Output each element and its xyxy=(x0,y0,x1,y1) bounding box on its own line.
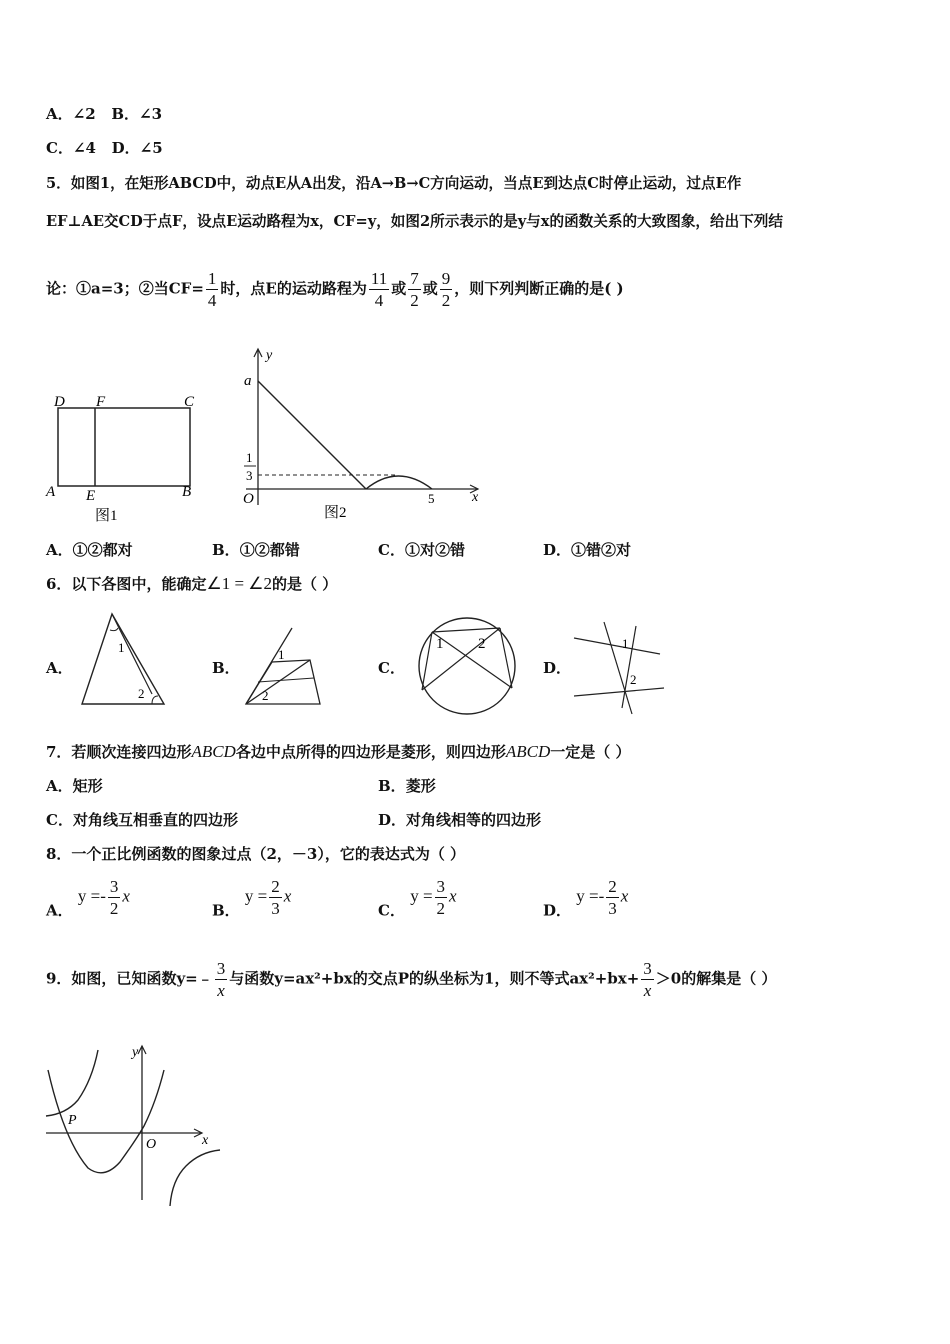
option-label: B． xyxy=(378,777,406,795)
option-label: D． xyxy=(543,541,572,559)
chord-2 xyxy=(422,628,500,690)
q7-option-c[interactable] xyxy=(46,809,238,830)
numerator: 2 xyxy=(608,877,617,896)
q7-option-a[interactable] xyxy=(46,775,103,796)
option-text: ①②都错 xyxy=(239,541,300,559)
option-text: ①②都对 xyxy=(72,541,133,559)
q5-stem-line3 xyxy=(46,270,624,309)
label-f: F xyxy=(96,394,106,410)
q5-option-b[interactable] xyxy=(212,539,300,560)
fraction-1-4 xyxy=(206,270,219,309)
q5-line3-c: ，则下列判断正确的是( ) xyxy=(454,279,624,298)
parallel-line xyxy=(258,678,314,682)
numerator: 2 xyxy=(271,877,280,896)
option-label: A． xyxy=(46,777,73,795)
hyperbola-lower-right xyxy=(170,1150,220,1206)
q8-stem: 8．一个正比例函数的图象过点（2，－3），它的表达式为（ ） xyxy=(46,845,466,863)
point-p-label: P xyxy=(68,1113,77,1128)
option-label: B． xyxy=(212,541,240,559)
chord-3 xyxy=(432,628,500,632)
axis-label-y: y xyxy=(132,1045,139,1060)
q6-stem xyxy=(46,573,337,594)
numerator: 11 xyxy=(370,269,388,288)
q6-angle-equation: ∠1 = ∠2 xyxy=(206,574,273,593)
q6-figure-d xyxy=(570,618,666,716)
denominator: 4 xyxy=(207,291,217,310)
option-label: A． xyxy=(46,901,73,920)
q6-figure-c xyxy=(412,610,524,722)
axis-label-x: x xyxy=(472,490,479,505)
q5-or-1: 或 xyxy=(391,279,407,298)
numerator: 7 xyxy=(410,269,419,288)
option-label: C． xyxy=(378,901,405,920)
angle-label-2: 2 xyxy=(478,636,486,652)
figure-caption-2: 图2 xyxy=(324,505,347,521)
angle-label-2: 2 xyxy=(262,688,269,703)
numerator: 3 xyxy=(109,877,119,896)
fraction-9-2 xyxy=(440,270,453,309)
origin-label: O xyxy=(243,491,254,507)
option-prefix: y =- xyxy=(77,886,106,906)
angle-label-1: 1 xyxy=(622,636,629,651)
q7-abcd-1: ABCD xyxy=(191,742,236,761)
numerator: 3 xyxy=(643,959,652,978)
angle-label-2: 2 xyxy=(630,672,637,687)
label-e: E xyxy=(86,488,96,504)
quadrilateral xyxy=(246,660,320,704)
denominator: 2 xyxy=(436,899,446,918)
angle-label-1: 1 xyxy=(118,640,125,655)
variable-x: x xyxy=(449,886,457,906)
fraction-11-4 xyxy=(369,270,389,309)
q8-option-d[interactable] xyxy=(543,878,628,921)
denominator: x xyxy=(641,979,654,999)
option-b-label: B． xyxy=(111,105,140,123)
q7-option-d[interactable] xyxy=(378,809,541,830)
fraction-3-x-2 xyxy=(641,960,654,999)
label-d: D xyxy=(54,394,65,410)
q5-line3-a: 论：①a=3；②当CF= xyxy=(46,279,204,298)
option-fraction xyxy=(435,878,448,917)
q7-abcd-2: ABCD xyxy=(505,742,551,761)
q7-stem-b: 各边中点所得的四边形是菱形，则四边形 xyxy=(235,743,506,761)
denominator: 2 xyxy=(410,291,419,310)
option-d-label: D． xyxy=(111,139,140,157)
axis-label-x: x xyxy=(202,1133,209,1148)
angle-label-1: 1 xyxy=(278,647,285,662)
hyperbola-upper-left xyxy=(46,1050,98,1116)
q7-stem-c: 一定是（ ） xyxy=(550,743,631,761)
q5-stem-line1: 5．如图1，在矩形ABCD中，动点E从A出发，沿A→B→C方向运动，当点E到达点C时停止运动，过点E作 xyxy=(46,175,742,192)
q5-or-2: 或 xyxy=(422,279,438,298)
q5-line3-b: 时，点E的运动路程为 xyxy=(220,279,367,298)
parabola xyxy=(48,1070,164,1173)
graph-arc xyxy=(366,476,432,489)
variable-x: x xyxy=(283,886,292,906)
label-c: C xyxy=(184,394,195,410)
option-text: 对角线互相垂直的四边形 xyxy=(72,811,238,829)
option-label: C． xyxy=(46,811,73,829)
fraction-3-x xyxy=(215,960,228,999)
label-a: A xyxy=(46,484,56,500)
option-prefix: y = xyxy=(410,886,433,906)
q6-option-a-label[interactable]: A． xyxy=(46,659,73,677)
option-label: A． xyxy=(46,541,73,559)
option-a-label: A． xyxy=(46,105,73,123)
option-prefix: y = xyxy=(244,886,268,906)
q8-option-a[interactable] xyxy=(46,878,130,921)
label-b: B xyxy=(182,484,192,500)
q8-option-b[interactable] xyxy=(212,878,291,921)
variable-x: x xyxy=(122,886,130,906)
denominator: 2 xyxy=(441,291,451,310)
denominator: 4 xyxy=(369,289,389,309)
numerator: 3 xyxy=(216,959,226,978)
option-prefix: y =- xyxy=(576,886,605,906)
q4-options-row2 xyxy=(46,137,163,158)
fraction-7-2 xyxy=(408,270,421,309)
option-text: 对角线相等的四边形 xyxy=(406,811,542,829)
tick-3: 3 xyxy=(246,468,253,483)
q9-stem xyxy=(46,960,776,999)
q9-stem-c: ＞0的解集是（ ） xyxy=(655,969,777,988)
q9-figure xyxy=(44,1040,229,1210)
option-text: ①对②错 xyxy=(404,541,465,559)
q6-stem-a: 6．以下各图中，能确定 xyxy=(46,575,207,593)
q6-option-d-label[interactable]: D． xyxy=(543,659,572,677)
option-fraction xyxy=(269,878,282,917)
option-label: D． xyxy=(543,901,572,920)
q5-stem-line2: EF⊥AE交CD于点F，设点E运动路程为x，CF=y，如图2所示表示的是y与x的函数关系的大致图象，给出下列结 xyxy=(46,213,783,230)
option-text: 菱形 xyxy=(405,777,436,795)
tick-1: 1 xyxy=(246,450,253,465)
q6-option-c-label[interactable]: C． xyxy=(378,659,405,677)
numerator: 9 xyxy=(441,269,451,288)
transversal-2 xyxy=(574,688,664,696)
option-fraction xyxy=(108,878,121,917)
q6-option-b-label[interactable]: B． xyxy=(212,659,240,677)
q6-stem-b: 的是（ ） xyxy=(272,575,338,593)
denominator: 3 xyxy=(608,899,617,918)
rectangle-abcd xyxy=(58,408,190,486)
denominator: 2 xyxy=(109,899,119,918)
option-label: D． xyxy=(378,811,407,829)
option-d-text: ∠5 xyxy=(139,139,163,157)
angle-arc-1 xyxy=(110,628,118,631)
axis-label-y: y xyxy=(266,348,273,363)
q7-option-b[interactable] xyxy=(378,775,436,796)
graph-line-segment xyxy=(258,381,366,489)
tick-5: 5 xyxy=(428,491,435,506)
denominator: x xyxy=(215,979,228,999)
option-c-label: C． xyxy=(46,139,73,157)
angle-arc-2 xyxy=(152,696,158,704)
q5-figure-2 xyxy=(238,345,488,523)
q8-option-c[interactable] xyxy=(378,878,457,921)
option-b-text: ∠3 xyxy=(139,105,163,123)
q9-stem-b: 与函数y=ax²+bx的交点P的纵坐标为1，则不等式ax²+bx+ xyxy=(229,969,640,988)
transversal-1 xyxy=(574,638,660,654)
angle-label-1: 1 xyxy=(436,636,444,652)
q5-option-c[interactable] xyxy=(378,539,465,560)
q6-figure-a xyxy=(76,608,176,710)
numerator: 1 xyxy=(207,269,217,288)
option-c-text: ∠4 xyxy=(72,139,96,157)
numerator: 3 xyxy=(436,877,446,896)
triangle xyxy=(82,614,164,704)
q4-options-row1 xyxy=(46,103,162,124)
q7-stem xyxy=(46,741,630,762)
option-text: ①错②对 xyxy=(571,541,632,559)
denominator: 3 xyxy=(271,899,280,918)
angle-label-2: 2 xyxy=(138,686,145,701)
diagonal xyxy=(246,660,310,704)
option-fraction xyxy=(606,878,619,917)
q5-option-a[interactable] xyxy=(46,539,133,560)
q7-stem-a: 7．若顺次连接四边形 xyxy=(46,743,192,761)
q9-stem-a: 9．如图，已知函数y=﹣ xyxy=(46,969,213,988)
label-a-value: a xyxy=(244,373,252,389)
option-label: C． xyxy=(378,541,405,559)
chord-1 xyxy=(432,632,512,688)
variable-x: x xyxy=(620,886,629,906)
option-label: B． xyxy=(212,901,240,920)
option-text: 矩形 xyxy=(72,777,103,795)
q5-figure-1 xyxy=(40,390,220,525)
option-a-text: ∠2 xyxy=(72,105,96,123)
q6-figure-b xyxy=(240,626,336,708)
figure-caption-1: 图1 xyxy=(95,508,118,524)
q5-option-d[interactable] xyxy=(543,539,631,560)
origin-label: O xyxy=(146,1137,157,1152)
